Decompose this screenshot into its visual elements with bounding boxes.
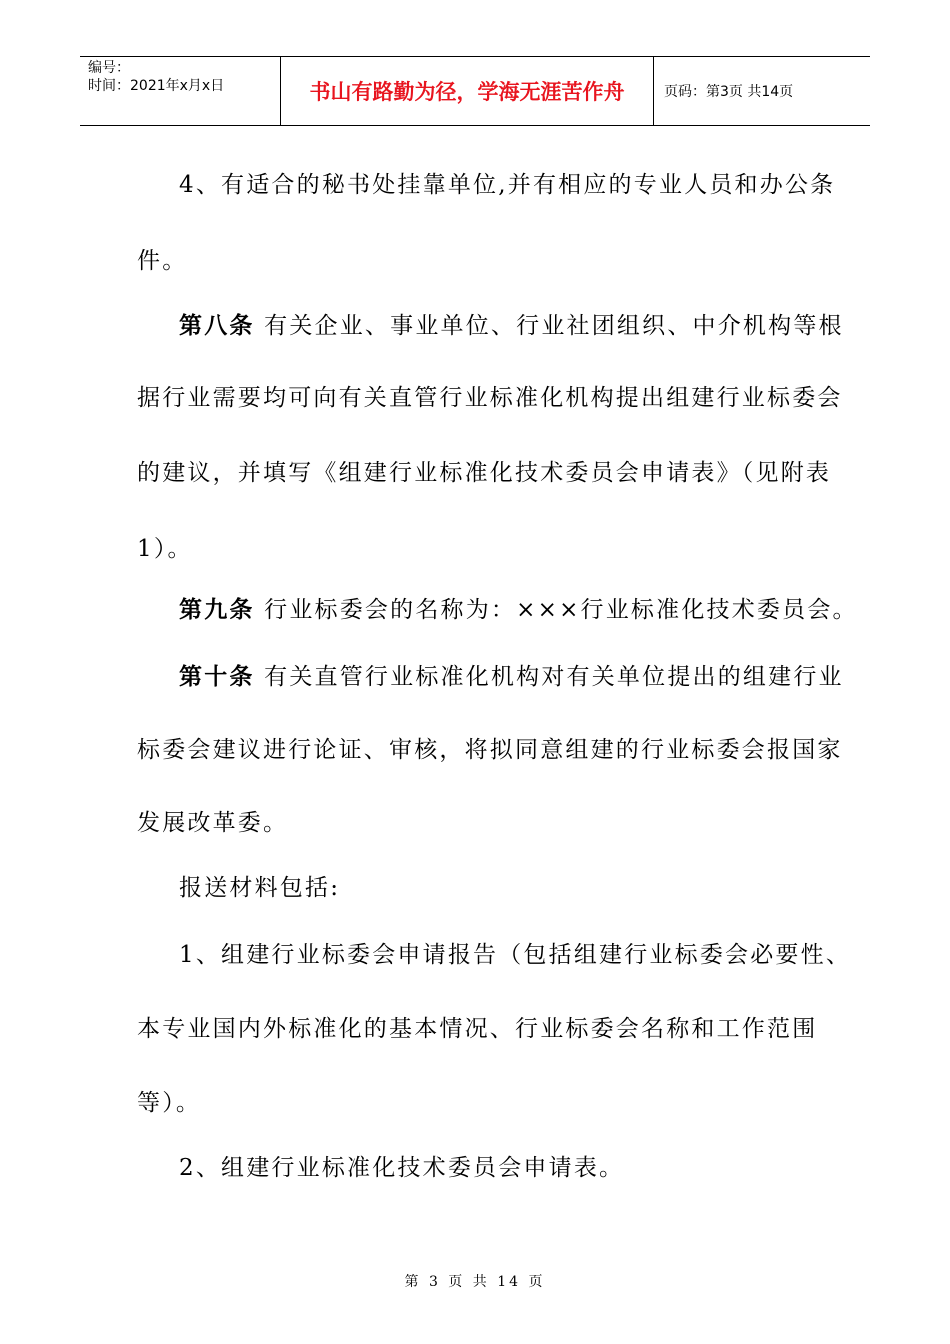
article-heading: 第八条	[179, 312, 255, 339]
article-8: 第八条 有关企业、事业单位、行业社团组织、中介机构等根	[179, 312, 844, 339]
article-heading: 第十条	[179, 663, 255, 690]
page-header	[80, 56, 870, 126]
number-label: 编号：	[88, 60, 130, 76]
article-heading: 第九条	[179, 596, 255, 623]
header-meta	[80, 57, 281, 125]
text-line: 等）。	[137, 1090, 202, 1116]
text-line: 标委会建议进行论证、审核，将拟同意组建的行业标委会报国家	[137, 737, 843, 763]
text-line: 的建议，并填写《组建行业标准化技术委员会申请表》（见附表	[137, 460, 832, 486]
page-footer: 第 3 页 共 14 页	[404, 1274, 546, 1290]
text-line: 1）。	[137, 536, 193, 562]
text-line: 据行业需要均可向有关直管行业标准化机构提出组建行业标委会	[137, 385, 843, 411]
article-10: 第十条 有关直管行业标准化机构对有关单位提出的组建行业	[179, 663, 844, 690]
text-line: 1、组建行业标委会申请报告（包括组建行业标委会必要性、	[179, 942, 852, 968]
header-motto: 书山有路勤为径，学海无涯苦作舟	[281, 57, 654, 125]
header-page-info: 页码：第3页 共14页	[664, 84, 794, 100]
text-line: 发展改革委。	[137, 810, 289, 836]
article-9: 第九条 行业标委会的名称为：×××行业标准化技术委员会。	[179, 596, 858, 623]
text-line: 本专业国内外标准化的基本情况、行业标委会名称和工作范围	[137, 1016, 818, 1042]
text-line: 4、有适合的秘书处挂靠单位,并有相应的专业人员和办公条	[179, 172, 836, 198]
text-line: 报送材料包括:	[179, 875, 341, 901]
text-line: 件。	[137, 248, 188, 274]
text-line: 2、组建行业标准化技术委员会申请表。	[179, 1155, 625, 1181]
date-line: 时间：2021年x月x日	[88, 78, 225, 94]
